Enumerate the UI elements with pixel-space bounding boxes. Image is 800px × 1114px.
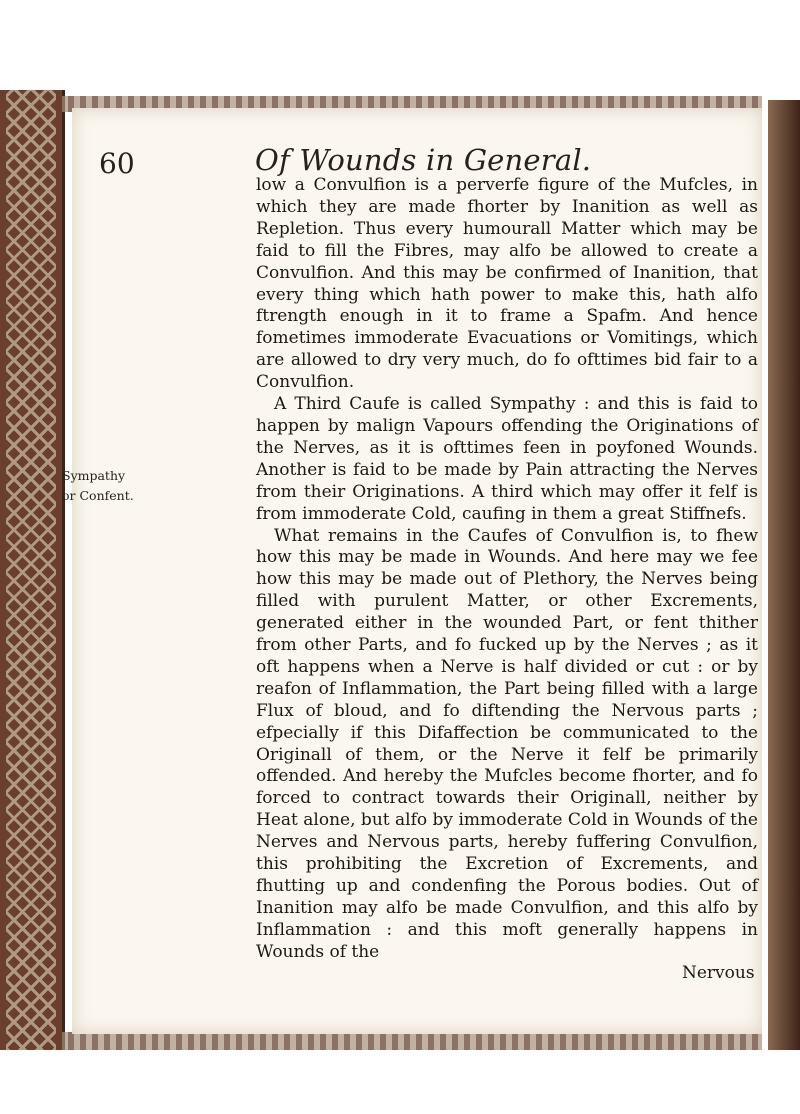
decorative-binding-pattern	[6, 90, 56, 1050]
margin-note-line: Sympathy	[62, 468, 126, 483]
paragraph: A Third Caufe is called Sympathy : and this is faid to happen by malign Vapours offending the Originations of the Nerves, as it is ofttimes feen in poyfoned Wounds. Another is faid to be made by Pain attracting the Nerves from their Originations. A third which may offer it felf is from immoderate Cold, caufing in them a great Stiffnefs.	[256, 394, 758, 524]
margin-note	[62, 466, 140, 506]
binding-edge-left	[0, 90, 65, 1050]
page-number: 60	[99, 147, 135, 180]
paragraph: low a Convulfion is a perverfe figure of the Mufcles, in which they are made fhorter by Inanition as well as Repletion. Thus every humourall Matter which may be faid to fill the Fibres, may alfo be allowed to create a Convulfion. And this may be confirmed of Inanition, that every thing which hath power to make this, hath alfo ftrength enough in it to frame a Spafm. And hence fometimes immoderate Evacuations or Vomitings, which are allowed to dry very much, do fo ofttimes bid fair to a Convulfion.	[256, 175, 758, 393]
catchword: Nervous	[682, 963, 755, 983]
book-page	[62, 108, 762, 1034]
body-text	[256, 175, 758, 964]
binding-edge-right	[768, 100, 800, 1050]
running-head: Of Wounds in General.	[255, 143, 592, 177]
binding-edge-bottom	[62, 1032, 762, 1050]
margin-note-line: or Confent.	[62, 488, 134, 503]
paragraph: What remains in the Caufes of Convulfion is, to fhew how this may be made in Wounds. And here may we fee how this may be made out of Plethory, the Nerves being filled with purulent Matter, or other Excrements, generated either in the wounded Part, or fent thither from other Parts, and fo fucked up by the Nerves ; as it oft happens when a Nerve is half divided or cut : or by reafon of Inflammation, the Part being filled with a large Flux of bloud, and fo diftending the Nervous parts ; efpecially if this Difaffection be communicated to the Originall of them, or the Nerve it felf be primarily offended. And hereby the Mufcles become fhorter, and fo forced to contract towards their Originall, neither by Heat alone, but alfo by immoderate Cold in Wounds of the Nerves and Nervous parts, hereby fuffering Convulfion, this prohibiting the Excretion of Excrements, and fhutting up and condenfing the Porous bodies. Out of Inanition may alfo be made Convulfion, and this alfo by Inflammation : and this moft generally happens in Wounds of the	[256, 525, 758, 962]
